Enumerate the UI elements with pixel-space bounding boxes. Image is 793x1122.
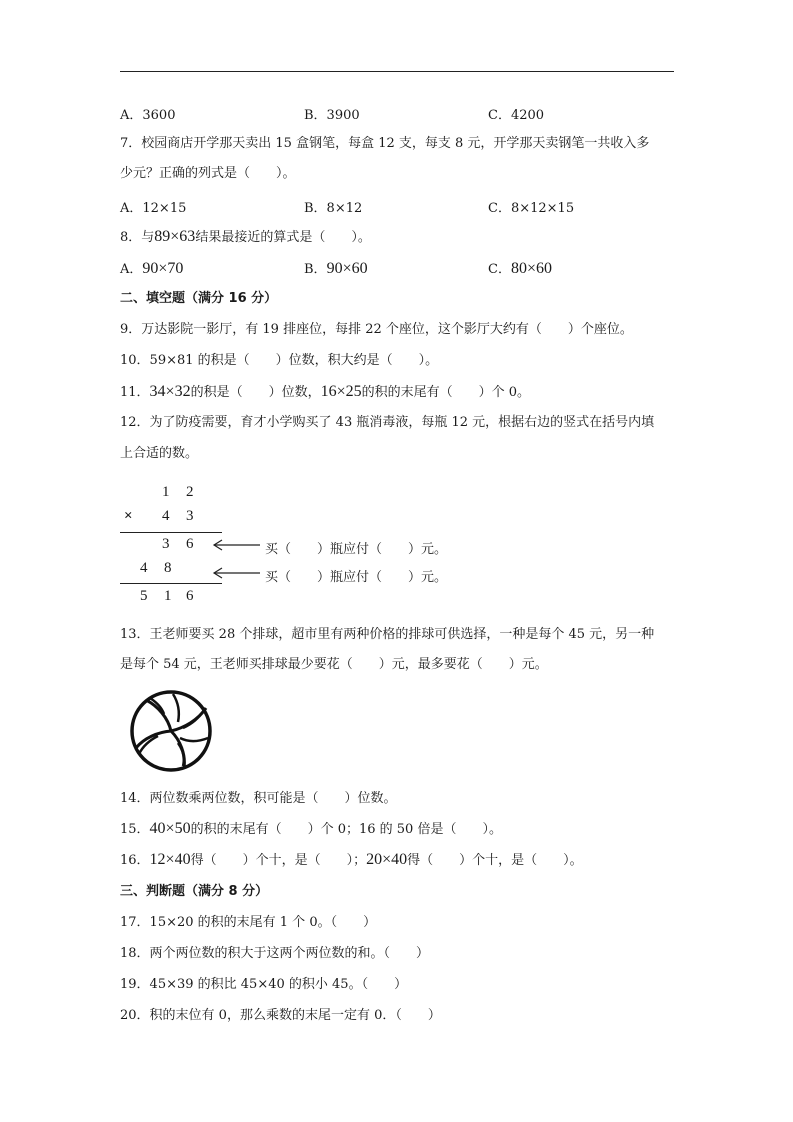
q10: 10．59×81 的积是（ ）位数，积大约是（ ）。 — [120, 353, 439, 368]
vm-label-2: 买（ ）瓶应付（ ）元。 — [265, 570, 448, 585]
vm-row3-digit2: 6 — [186, 536, 194, 552]
q12-line1: 12．为了防疫需要，育才小学购买了 43 瓶消毒液，每瓶 12 元，根据右边的竖式在括号内填 — [120, 415, 655, 430]
q13-line1: 13．王老师要买 28 个排球，超市里有两种价格的排球可供选择，一种是每个 45 元，另一种 — [120, 627, 655, 642]
q8-option-b-label: B． — [304, 262, 327, 277]
q8-option-b — [304, 258, 368, 278]
q17: 17．15×20 的积的末尾有 1 个 0。（ ） — [120, 915, 377, 930]
vm-row3-digit1: 3 — [162, 536, 170, 552]
q8-option-b-expr: 90×60 — [326, 260, 368, 277]
q15 — [120, 820, 502, 839]
q7-line2: 少元？正确的列式是（ ）。 — [120, 166, 296, 181]
vm-row4-digit2: 8 — [164, 560, 172, 576]
vm-times-sign: × — [124, 508, 133, 524]
q14: 14．两位数乘两位数，积可能是（ ）位数。 — [120, 791, 397, 806]
q8-pre: 8．与 — [120, 230, 155, 245]
q7-option-b: B．8×12 — [304, 201, 363, 216]
q16-expr1: 12×40 — [149, 851, 191, 868]
q8-expr: 89×63 — [154, 228, 196, 245]
q15-expr: 40×50 — [149, 820, 191, 837]
q7-option-c: C．8×12×15 — [488, 201, 575, 216]
vm-line-2 — [120, 583, 222, 584]
q16-mid: 得（ ）个十，是（ ）； — [190, 853, 367, 868]
q19: 19．45×39 的积比 45×40 的积小 45。（ ） — [120, 977, 408, 992]
q7-line1: 7．校园商店开学那天卖出 15 盒钢笔，每盒 12 支，每支 8 元，开学那天卖钢笔一共收入多 — [120, 136, 650, 151]
q16-expr2: 20×40 — [366, 851, 408, 868]
vm-row4-digit1: 4 — [140, 560, 148, 576]
q16-pre: 16． — [120, 853, 150, 868]
q11-mid: 的积是（ ）位数， — [190, 385, 321, 400]
q16 — [120, 851, 583, 870]
q8-option-a-expr: 90×70 — [142, 260, 184, 277]
q6-option-b: B．3900 — [304, 108, 360, 123]
q7-option-a: A．12×15 — [120, 201, 187, 216]
vm-line-1 — [120, 532, 222, 533]
vm-row2-digit1: 4 — [162, 508, 170, 524]
section-2-heading: 二、填空题（满分 16 分） — [120, 291, 278, 306]
vm-row2-digit2: 3 — [186, 508, 194, 524]
section-3-heading: 三、判断题（满分 8 分） — [120, 884, 269, 899]
volleyball-icon — [128, 688, 214, 774]
q8-option-c — [488, 258, 552, 278]
q15-pre: 15． — [120, 822, 150, 837]
q8-option-c-label: C． — [488, 262, 511, 277]
vm-label-1: 买（ ）瓶应付（ ）元。 — [265, 542, 448, 557]
q12-line2: 上合适的数。 — [120, 446, 199, 461]
q9: 9．万达影院一影厅，有 19 排座位，每排 22 个座位，这个影厅大约有（ ）个座位。 — [120, 322, 633, 337]
vm-row1-digit2: 2 — [186, 484, 194, 500]
q18: 18．两个两位数的积大于这两个两位数的和。（ ） — [120, 946, 430, 961]
q15-post: 的积的末尾有（ ）个 0；16 的 50 倍是（ ）。 — [190, 822, 502, 837]
q6-option-c: C．4200 — [488, 108, 545, 123]
q8-post: 结果最接近的算式是（ ）。 — [195, 230, 371, 245]
vm-row1-digit1: 1 — [162, 484, 170, 500]
vertical-multiplication — [120, 480, 460, 610]
vm-row5-digit1: 5 — [140, 588, 148, 604]
vm-row5-digit3: 6 — [186, 588, 194, 604]
q8-option-a-label: A． — [120, 262, 143, 277]
q11-pre: 11． — [120, 385, 150, 400]
q13-line2: 是每个 54 元，王老师买排球最少要花（ ）元，最多要花（ ）元。 — [120, 657, 548, 672]
q16-post: 得（ ）个十，是（ ）。 — [407, 853, 583, 868]
q11-expr2: 16×25 — [320, 383, 362, 400]
arrow-left-icon — [212, 538, 262, 552]
q8-option-c-expr: 80×60 — [510, 260, 552, 277]
q11 — [120, 383, 530, 402]
q11-post: 的积的末尾有（ ）个 0。 — [361, 385, 531, 400]
q20: 20．积的末位有 0，那么乘数的末尾一定有 0．（ ） — [120, 1008, 441, 1023]
vm-row5-digit2: 1 — [164, 588, 172, 604]
q6-option-a: A．3600 — [120, 108, 176, 123]
arrow-left-icon — [212, 566, 262, 580]
q11-expr1: 34×32 — [149, 383, 191, 400]
q8-question — [120, 228, 371, 247]
q8-option-a — [120, 258, 183, 278]
header-rule — [120, 71, 674, 72]
